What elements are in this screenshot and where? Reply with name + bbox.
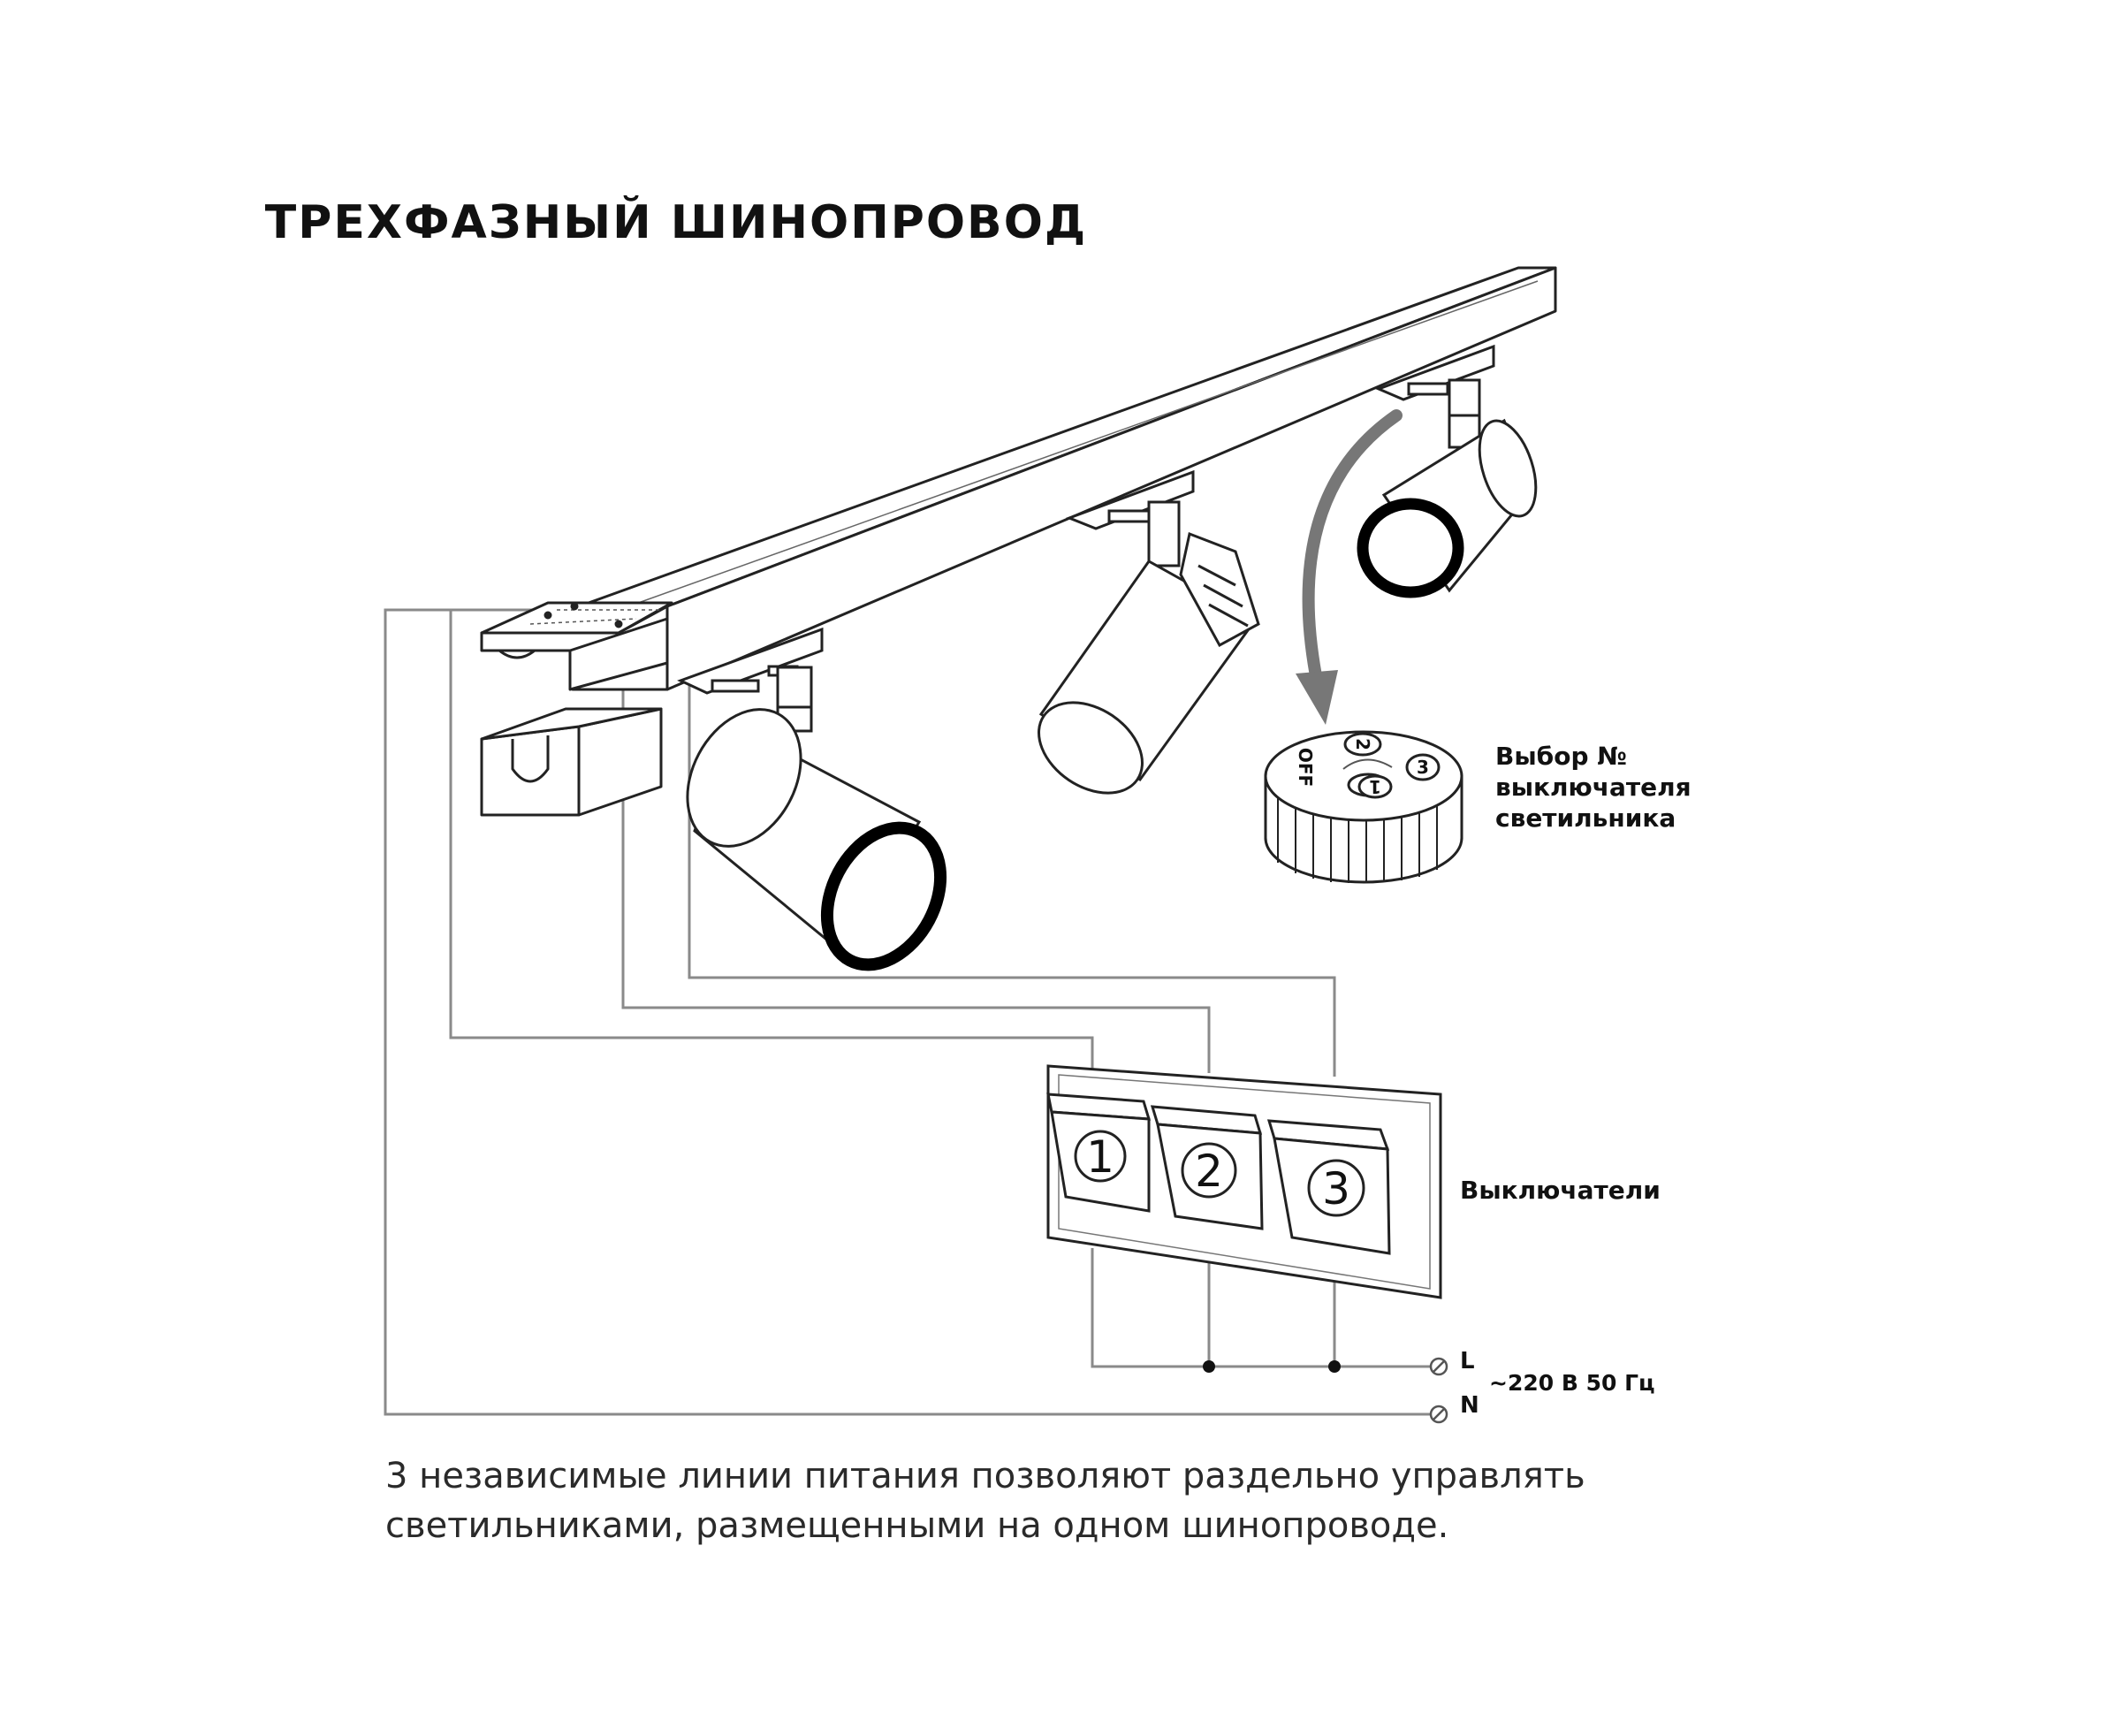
terminal-l-icon — [1431, 1359, 1447, 1374]
end-cover-front — [482, 727, 579, 815]
dial-pos1-label: 1 — [1369, 776, 1381, 797]
switch-1-number: 1 — [1086, 1131, 1114, 1183]
caption — [385, 1451, 1711, 1550]
dial-pos3-label: 3 — [1417, 757, 1429, 778]
switches-label: Выключатели — [1460, 1176, 1661, 1205]
dial-off-label: OFF — [1295, 747, 1316, 788]
selector-label-line2: выключателя — [1495, 773, 1691, 802]
dial-pos2-label: 2 — [1352, 738, 1373, 750]
selector-label-line1: Выбор № — [1495, 742, 1627, 771]
spotlight-2 — [1022, 534, 1258, 811]
power-l-label: L — [1460, 1348, 1475, 1374]
selector-label — [1495, 741, 1691, 834]
switch-2-number: 2 — [1195, 1146, 1223, 1197]
terminals — [1431, 1359, 1447, 1422]
caption-line2: светильниками, размещенными на одном шинопроводе. — [385, 1505, 1449, 1546]
spotlight-3-ring — [1363, 504, 1458, 592]
junction-dot — [1328, 1360, 1341, 1373]
caption-line1: 3 независимые линии питания позволяют раздельно управлять — [385, 1456, 1585, 1496]
power-n-label: N — [1460, 1392, 1479, 1419]
switch-3-number: 3 — [1322, 1163, 1350, 1214]
spotlight-1 — [665, 689, 962, 984]
terminal-n-icon — [1431, 1406, 1447, 1422]
voltage-label: ~220 В 50 Гц — [1489, 1370, 1655, 1396]
junction-dot — [1203, 1360, 1215, 1373]
selector-label-line3: светильника — [1495, 803, 1676, 833]
page-title: ТРЕХФАЗНЫЙ ШИНОПРОВОД — [264, 196, 1088, 249]
